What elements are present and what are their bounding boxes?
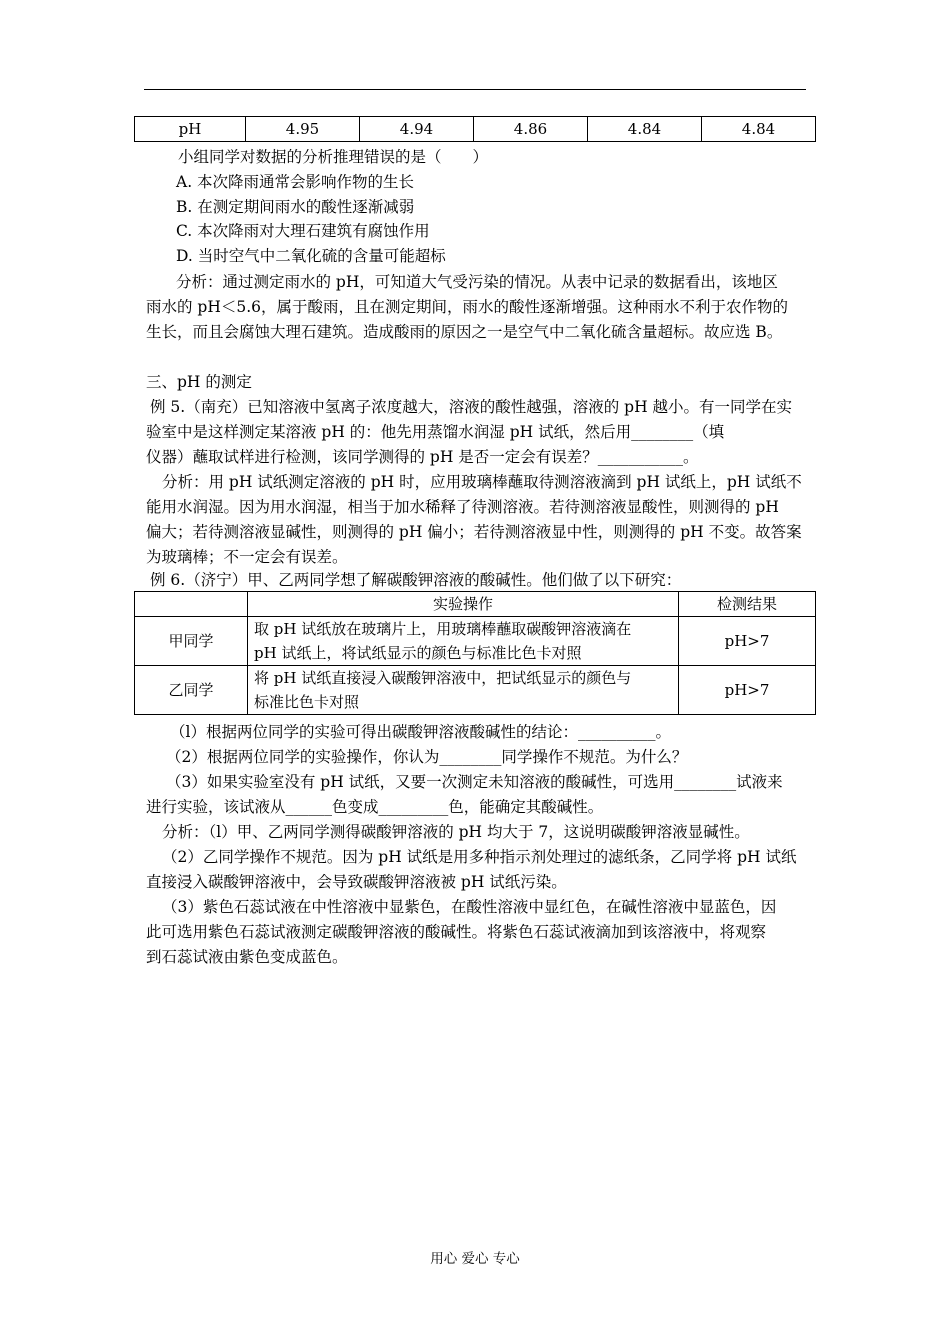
- table-header-cell: 检测结果: [679, 592, 816, 617]
- ph-data-table: [134, 116, 816, 142]
- table-cell: pH: [135, 117, 246, 142]
- cell-line: pH 试纸上，将试纸显示的颜色与标准比色卡对照: [254, 644, 582, 662]
- table-row: [135, 666, 816, 715]
- header-rule: [144, 89, 806, 90]
- cell-line: 标准比色卡对照: [254, 693, 360, 711]
- table-header-row: [135, 592, 816, 617]
- table-cell: 4.95: [246, 117, 360, 142]
- question-line: （3）如果实验室没有 pH 试纸，又要一次测定未知溶液的酸碱性，可选用________试液来: [166, 773, 783, 791]
- analysis-line: 到石蕊试液由紫色变成蓝色。: [146, 948, 348, 966]
- option-a: A. 本次降雨通常会影响作物的生长: [176, 173, 415, 191]
- cell-line: 将 pH 试纸直接浸入碳酸钾溶液中，把试纸显示的颜色与: [254, 669, 632, 687]
- example-line: 例 6.（济宁）甲、乙两同学想了解碳酸钾溶液的酸碱性。他们做了以下研究：: [150, 571, 682, 589]
- analysis-line: 分析：用 pH 试纸测定溶液的 pH 时，应用玻璃棒蘸取待测溶液滴到 pH 试纸上，pH 试纸不: [162, 473, 802, 491]
- analysis-line: （2）乙同学操作不规范。因为 pH 试纸是用多种指示剂处理过的滤纸条，乙同学将 pH 试纸: [162, 848, 797, 866]
- table-cell: 4.94: [360, 117, 474, 142]
- section-heading: 三、pH 的测定: [146, 373, 252, 391]
- analysis-line: 为玻璃棒；不一定会有误差。: [146, 548, 348, 566]
- table-cell: [248, 617, 679, 666]
- option-b: B. 在测定期间雨水的酸性逐渐减弱: [176, 198, 415, 216]
- analysis-line: 雨水的 pH＜5.6，属于酸雨，且在测定期间，雨水的酸性逐渐增强。这种雨水不利于农作物的: [146, 298, 789, 316]
- cell-line: 取 pH 试纸放在玻璃片上，用玻璃棒蘸取碳酸钾溶液滴在: [254, 620, 632, 638]
- page-footer: 用心 爱心 专心: [430, 1251, 520, 1267]
- question-line: （l）根据两位同学的实验可得出碳酸钾溶液酸碱性的结论：__________。: [170, 723, 671, 741]
- analysis-line: 分析：通过测定雨水的 pH，可知道大气受污染的情况。从表中记录的数据看出，该地区: [176, 273, 778, 291]
- example-line: 例 5.（南充）已知溶液中氢离子浓度越大，溶液的酸性越强，溶液的 pH 越小。有一同学在实: [150, 398, 793, 416]
- question-stem: 小组同学对数据的分析推理错误的是（ ）: [178, 148, 489, 166]
- question-line: 进行实验，该试液从______色变成_________色，能确定其酸碱性。: [146, 798, 604, 816]
- table-cell: 4.84: [702, 117, 816, 142]
- table-header-cell: [135, 592, 248, 617]
- analysis-line: 能用水润湿。因为用水润湿，相当于加水稀释了待测溶液。若待测溶液显酸性，则测得的 pH: [146, 498, 779, 516]
- table-cell: 4.84: [588, 117, 702, 142]
- analysis-line: 分析：（l）甲、乙两同学测得碳酸钾溶液的 pH 均大于 7，这说明碳酸钾溶液显碱性。: [162, 823, 750, 841]
- table-header-cell: 实验操作: [248, 592, 679, 617]
- table-cell: 甲同学: [135, 617, 248, 666]
- analysis-line: 偏大；若待测溶液显碱性，则测得的 pH 偏小；若待测溶液显中性，则测得的 pH 不变。故答案: [146, 523, 802, 541]
- example-line: 仪器）蘸取试样进行检测，该同学测得的 pH 是否一定会有误差？___________。: [146, 448, 699, 466]
- table-cell: 乙同学: [135, 666, 248, 715]
- example-line: 验室中是这样测定某溶液 pH 的：他先用蒸馏水润湿 pH 试纸，然后用________（填: [146, 423, 725, 441]
- analysis-line: 直接浸入碳酸钾溶液中，会导致碳酸钾溶液被 pH 试纸污染。: [146, 873, 567, 891]
- option-c: C. 本次降雨对大理石建筑有腐蚀作用: [176, 222, 430, 240]
- table-row: [135, 117, 816, 142]
- table-cell: 4.86: [474, 117, 588, 142]
- question-line: （2）根据两位同学的实验操作，你认为________同学操作不规范。为什么？: [166, 748, 688, 766]
- experiment-table: [134, 591, 816, 715]
- table-cell: [248, 666, 679, 715]
- table-cell: pH>7: [679, 666, 816, 715]
- analysis-line: （3）紫色石蕊试液在中性溶液中显紫色，在酸性溶液中显红色，在碱性溶液中显蓝色，因: [162, 898, 777, 916]
- analysis-line: 此可选用紫色石蕊试液测定碳酸钾溶液的酸碱性。将紫色石蕊试液滴加到该溶液中，将观察: [146, 923, 767, 941]
- option-d: D. 当时空气中二氧化硫的含量可能超标: [176, 247, 446, 265]
- analysis-line: 生长，而且会腐蚀大理石建筑。造成酸雨的原因之一是空气中二氧化硫含量超标。故应选 B。: [146, 323, 783, 341]
- table-cell: pH>7: [679, 617, 816, 666]
- table-row: [135, 617, 816, 666]
